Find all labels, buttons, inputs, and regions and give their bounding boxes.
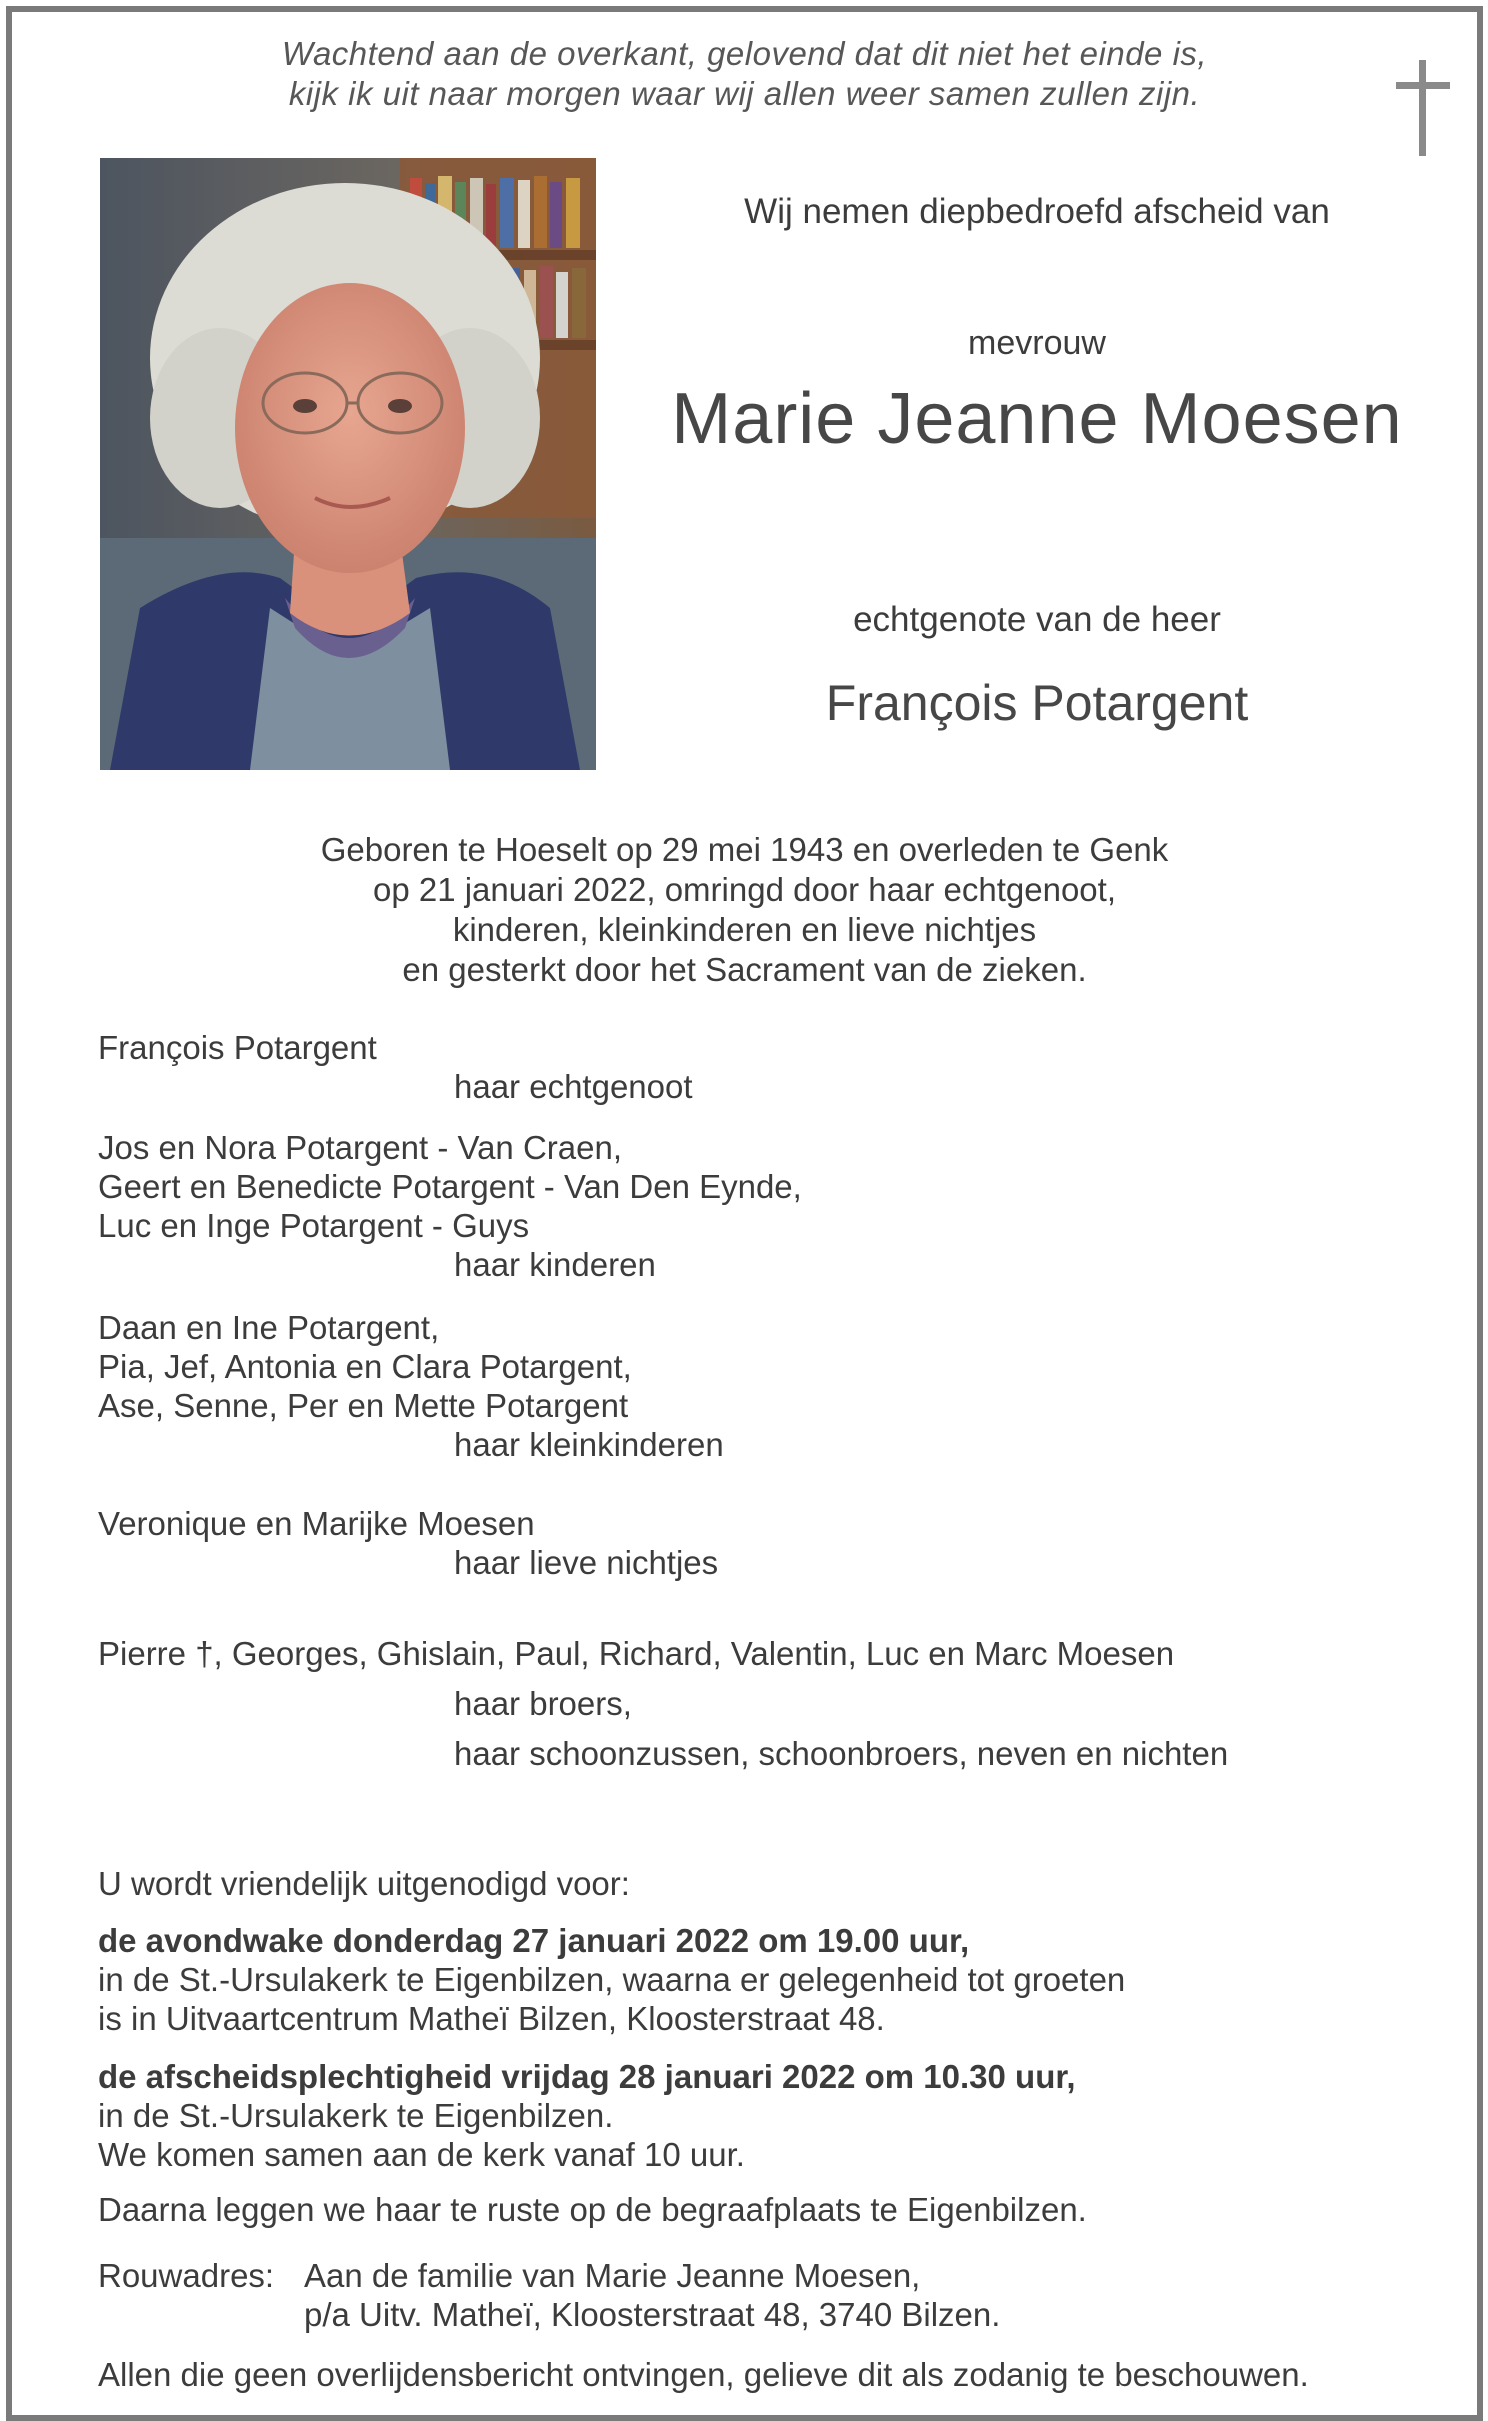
family-name-line: Pia, Jef, Antonia en Clara Potargent,	[98, 1348, 632, 1385]
family-name-line: Veronique en Marijke Moesen	[98, 1505, 535, 1542]
address-line-1: Aan de familie van Marie Jeanne Moesen,	[304, 2257, 921, 2294]
death-notice-card	[6, 6, 1483, 2421]
born-line-4: en gesterkt door het Sacrament van de zieken.	[402, 951, 1087, 988]
opening-quote	[12, 34, 1477, 114]
funeral-line-3: We komen samen aan de kerk vanaf 10 uur.	[98, 2136, 745, 2173]
family-siblings-block	[98, 1634, 1228, 1773]
address-label: Rouwadres:	[98, 2257, 275, 2294]
family-relation: haar kleinkinderen	[454, 1426, 724, 1463]
family-name-line: Ase, Senne, Per en Mette Potargent	[98, 1387, 629, 1424]
family-name-line: Luc en Inge Potargent - Guys	[98, 1207, 530, 1244]
quote-line-1: Wachtend aan de overkant, gelovend dat dit niet het einde is,	[281, 35, 1208, 72]
family-name-line: Geert en Benedicte Potargent - Van Den Eynde,	[98, 1168, 802, 1205]
family-nieces-block	[98, 1504, 718, 1582]
family-grandchildren-block	[98, 1308, 724, 1464]
funeral-line-2: in de St.-Ursulakerk te Eigenbilzen.	[98, 2097, 614, 2134]
spouse-name: François Potargent	[825, 675, 1249, 731]
wake-line-3: is in Uitvaartcentrum Matheï Bilzen, Kloosterstraat 48.	[98, 2000, 885, 2037]
address-line-2: p/a Uitv. Matheï, Kloosterstraat 48, 3740 Bilzen.	[304, 2296, 1001, 2333]
wake-heading: de avondwake donderdag 27 januari 2022 om 19.00 uur,	[98, 1922, 970, 1959]
footer-note: Allen die geen overlijdensbericht ontvingen, gelieve dit als zodanig te beschouwen.	[98, 2356, 1309, 2393]
wake-block	[98, 1921, 1125, 2038]
family-spouse-block	[98, 1028, 693, 1106]
family-children-block	[98, 1128, 802, 1284]
quote-line-2: kijk ik uit naar morgen waar wij allen weer samen zullen zijn.	[288, 75, 1201, 112]
family-relation: haar echtgenoot	[454, 1068, 693, 1105]
family-relation: haar schoonzussen, schoonbroers, neven en nichten	[454, 1735, 1229, 1772]
birth-death-paragraph	[12, 830, 1477, 990]
intro-text: Wij nemen diepbedroefd afscheid van	[744, 192, 1330, 231]
title-word: mevrouw	[968, 324, 1106, 362]
deceased-name: Marie Jeanne Moesen	[671, 379, 1403, 459]
born-line-1: Geboren te Hoeselt op 29 mei 1943 en overleden te Genk	[320, 831, 1169, 868]
born-line-3: kinderen, kleinkinderen en lieve nichtjes	[452, 911, 1037, 948]
burial-text: Daarna leggen we haar te ruste op de begraafplaats te Eigenbilzen.	[98, 2191, 1087, 2228]
wake-line-2: in de St.-Ursulakerk te Eigenbilzen, waarna er gelegenheid tot groeten	[98, 1961, 1126, 1998]
funeral-block	[98, 2057, 1076, 2174]
family-name-line: Jos en Nora Potargent - Van Craen,	[98, 1129, 623, 1166]
invitation-intro: U wordt vriendelijk uitgenodigd voor:	[98, 1865, 630, 1902]
funeral-heading: de afscheidsplechtigheid vrijdag 28 januari 2022 om 10.30 uur,	[98, 2058, 1076, 2095]
portrait-photo	[100, 158, 596, 770]
family-relation: haar lieve nichtjes	[454, 1544, 719, 1581]
family-relation: haar kinderen	[454, 1246, 656, 1283]
family-name-line: François Potargent	[98, 1029, 377, 1066]
born-line-2: op 21 januari 2022, omringd door haar echtgenoot,	[372, 871, 1117, 908]
family-name-line: Pierre †, Georges, Ghislain, Paul, Richard, Valentin, Luc en Marc Moesen	[98, 1635, 1175, 1672]
family-name-line: Daan en Ine Potargent,	[98, 1309, 440, 1346]
spouse-label: echtgenote van de heer	[853, 600, 1221, 639]
cross-icon	[1396, 60, 1450, 156]
family-relation: haar broers,	[454, 1685, 632, 1722]
